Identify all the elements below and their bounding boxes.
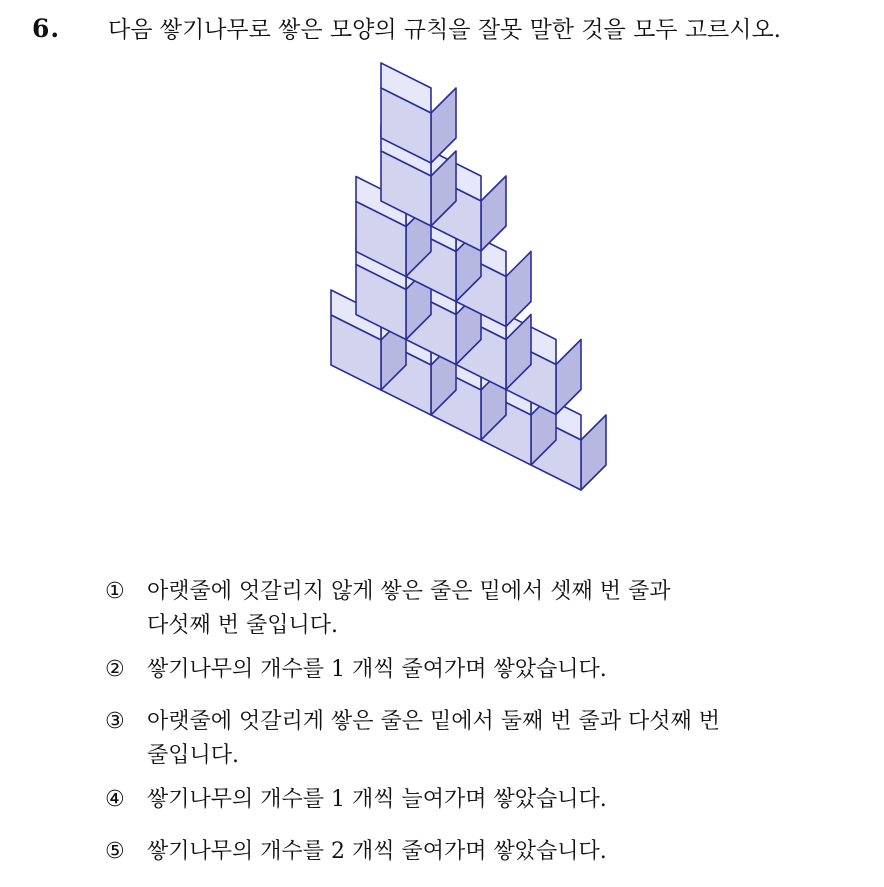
choice-5[interactable] [105, 835, 865, 869]
choice-3[interactable] [105, 705, 865, 773]
cube-side-face [581, 415, 606, 490]
choice-5-text: 쌓기나무의 개수를 2 개씩 줄여가며 쌓았습니다. [147, 839, 607, 864]
choice-2-mark: ② [105, 657, 125, 682]
choice-1-text: 아랫줄에 엇갈리지 않게 쌓은 줄은 밑에서 셋째 번 줄과 다섯째 번 줄입니다. [147, 579, 671, 638]
cube-side-face [506, 252, 531, 327]
choice-4-text: 쌓기나무의 개수를 1 개씩 늘여가며 쌓았습니다. [147, 787, 607, 812]
choice-1[interactable] [105, 575, 865, 643]
cube-group [331, 63, 606, 490]
choice-4-mark: ④ [105, 787, 125, 812]
choice-2-text: 쌓기나무의 개수를 1 개씩 줄여가며 쌓았습니다. [147, 657, 607, 682]
choice-1-mark: ① [105, 579, 125, 604]
question-number: 6. [32, 14, 61, 43]
cube-side-face [556, 340, 581, 415]
choice-list [105, 575, 865, 887]
choice-4[interactable] [105, 783, 865, 817]
question-text: 다음 쌓기나무로 쌓은 모양의 규칙을 잘못 말한 것을 모두 고르시오. [108, 17, 781, 43]
cube-side-face [431, 88, 456, 163]
choice-2[interactable] [105, 653, 865, 687]
cube-side-face [481, 176, 506, 251]
choice-3-text: 아랫줄에 엇갈리게 쌓은 줄은 밑에서 둘째 번 줄과 다섯째 번 줄입니다. [147, 709, 720, 768]
choice-5-mark: ⑤ [105, 839, 125, 864]
choice-3-mark: ③ [105, 709, 125, 734]
